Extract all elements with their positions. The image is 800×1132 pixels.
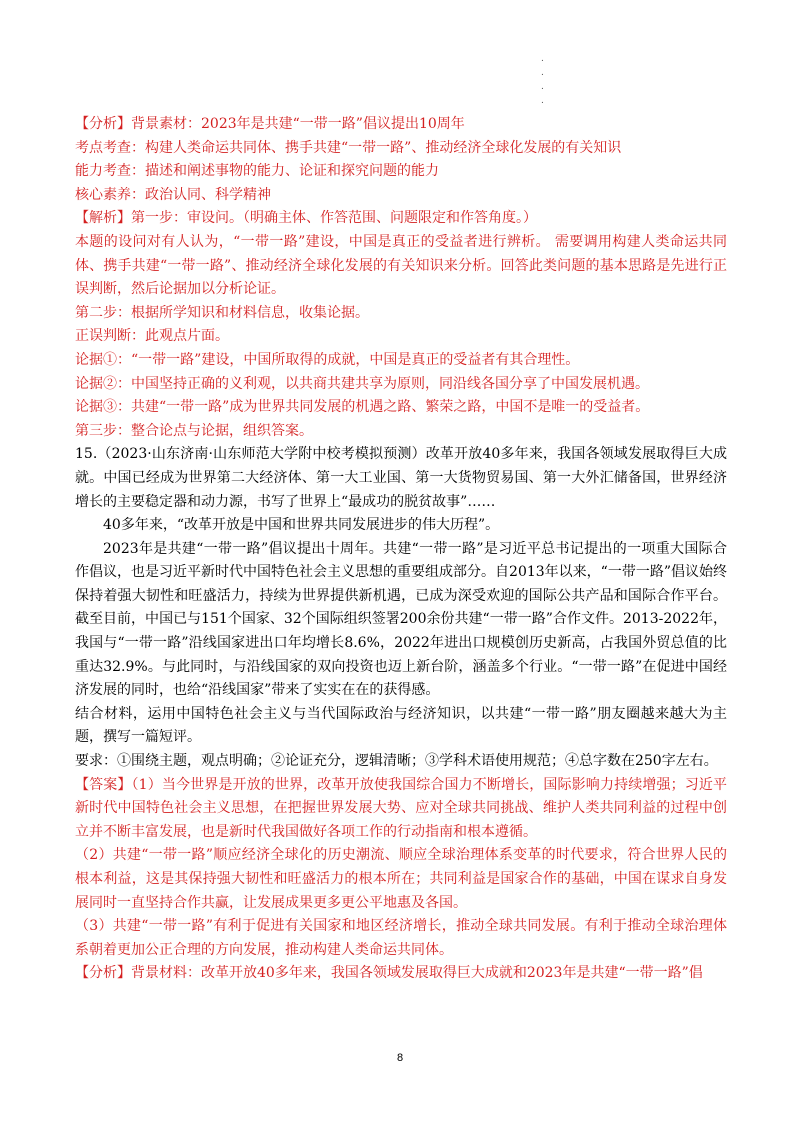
question-15-material-3: 2023年是共建“一带一路”倡议提出十周年。共建“一带一路”是习近平总书记提出的一项重大国际合作倡议，也是习近平新时代中国特色社会主义思想的重要组成部分。自2013年以来，“一带一路”倡议始终保持着强大韧性和旺盛活力，持续为世界提供新机遇，已成为深受欢迎的国际公共产品和国际合作平台。截至目前，中国已与151个国家、32个国际组织签署200余份共建“一带一路”合作文件。2013-2022年，我国与“一带一路”沿线国家进出口年均增长8.6%，2022年进出口规模创历史新高，占我国外贸总值的比重达32.9%。与此同时，与沿线国家的双向投资也迈上新台阶，涵盖多个行业。“一带一路”在促进中国经济发展的同时，也给“沿线国家”带来了实实在在的获得感。: [75, 540, 727, 699]
explanation-step3: 第三步：整合论点与论据，组织答案。: [75, 422, 313, 439]
answer-15-analysis: 【分析】背景材料：改革开放40多年来，我国各领域发展取得巨大成就和2023年是共建“一带一路”倡: [75, 965, 703, 982]
argument-1: 论据①：“一带一路”建设，中国所取得的成就，中国是真正的受益者有其合理性。: [75, 351, 580, 368]
dot: .: [541, 54, 544, 64]
question-15-material-2: 40多年来，“改革开放是中国和世界共同发展进步的伟大历程”。: [103, 517, 500, 534]
explanation-step1: 【解析】第一步：审设问。（明确主体、作答范围、问题限定和作答角度。）: [75, 210, 537, 227]
answer-15-point-1: 【答案】（1）当今世界是开放的世界，改革开放使我国综合国力不断增长，国际影响力持续增强；习近平新时代中国特色社会主义思想，在把握世界发展大势、应对全球共同挑战、维护人类共同利益的过程中创立并不断丰富发展，也是新时代我国做好各项工作的行动指南和根本遵循。: [75, 776, 727, 840]
analysis-knowledge: 考点考查：构建人类命运共同体、携手共建“一带一路”、推动经济全球化发展的有关知识: [75, 139, 622, 156]
dot: .: [541, 68, 544, 78]
argument-2: 论据②：中国坚持正确的义利观，以共商共建共享为原则，同沿线各国分享了中国发展机遇。: [75, 375, 649, 392]
explanation-question-setup: 本题的设问对有人认为，“一带一路”建设，中国是真正的受益者进行辨析。 需要调用构建人类命运共同体、携手共建“一带一路”、推动经济全球化发展的有关知识来分析。回答此类问题的基本思路是先进行正误判断，然后论据加以分析论证。: [75, 233, 727, 298]
argument-3: 论据③：共建“一带一路”成为世界共同发展的机遇之路、繁荣之路，中国不是唯一的受益者。: [75, 399, 650, 416]
page-content: [75, 113, 727, 986]
dot: .: [541, 82, 544, 92]
explanation-step2: 第二步：根据所学知识和材料信息，收集论据。: [75, 304, 369, 321]
answer-15-point-2: （2）共建“一带一路”顺应经济全球化的历史潮流、顺应全球治理体系变革的时代要求，符合世界人民的根本利益，这是其保持强大韧性和旺盛活力的根本所在；共同利益是国家合作的基础，中国在谋求自身发展同时一直坚持合作共赢，让发展成果更多更公平地惠及各国。: [75, 847, 727, 911]
analysis-background: 【分析】背景素材：2023年是共建“一带一路”倡议提出10周年: [75, 116, 465, 132]
question-15-intro: 15.（2023·山东济南·山东师范大学附中校考模拟预测）改革开放40多年来，我国各领域发展取得巨大成就。中国已经成为世界第二大经济体、第一大工业国、第一大货物贸易国、第一大外汇储备国，世界经济增长的主要稳定器和动力源，书写了世界上“最成功的脱贫故事”……: [75, 446, 727, 510]
dot: .: [541, 96, 544, 106]
page-number: 8: [396, 1052, 404, 1064]
explanation-judgment: 正误判断：此观点片面。: [75, 328, 229, 345]
answer-15-point-3: （3）共建“一带一路”有利于促进有关国家和地区经济增长，推动全球共同发展。有利于推动全球治理体系朝着更加公正合理的方向发展，推动构建人类命运共同体。: [75, 918, 727, 958]
question-15-requirements: 要求：①围绕主题，观点明确；②论证充分，逻辑清晰；③学科术语使用规范；④总字数在250字左右。: [75, 753, 718, 770]
analysis-literacy: 核心素养：政治认同、科学精神: [75, 186, 271, 203]
header-dots: [541, 52, 547, 108]
question-15-task: 结合材料，运用中国特色社会主义与当代国际政治与经济知识，以共建“一带一路”朋友圈越来越大为主题，撰写一篇短评。: [75, 705, 727, 746]
analysis-ability: 能力考查：描述和阐述事物的能力、论证和探究问题的能力: [75, 163, 439, 180]
